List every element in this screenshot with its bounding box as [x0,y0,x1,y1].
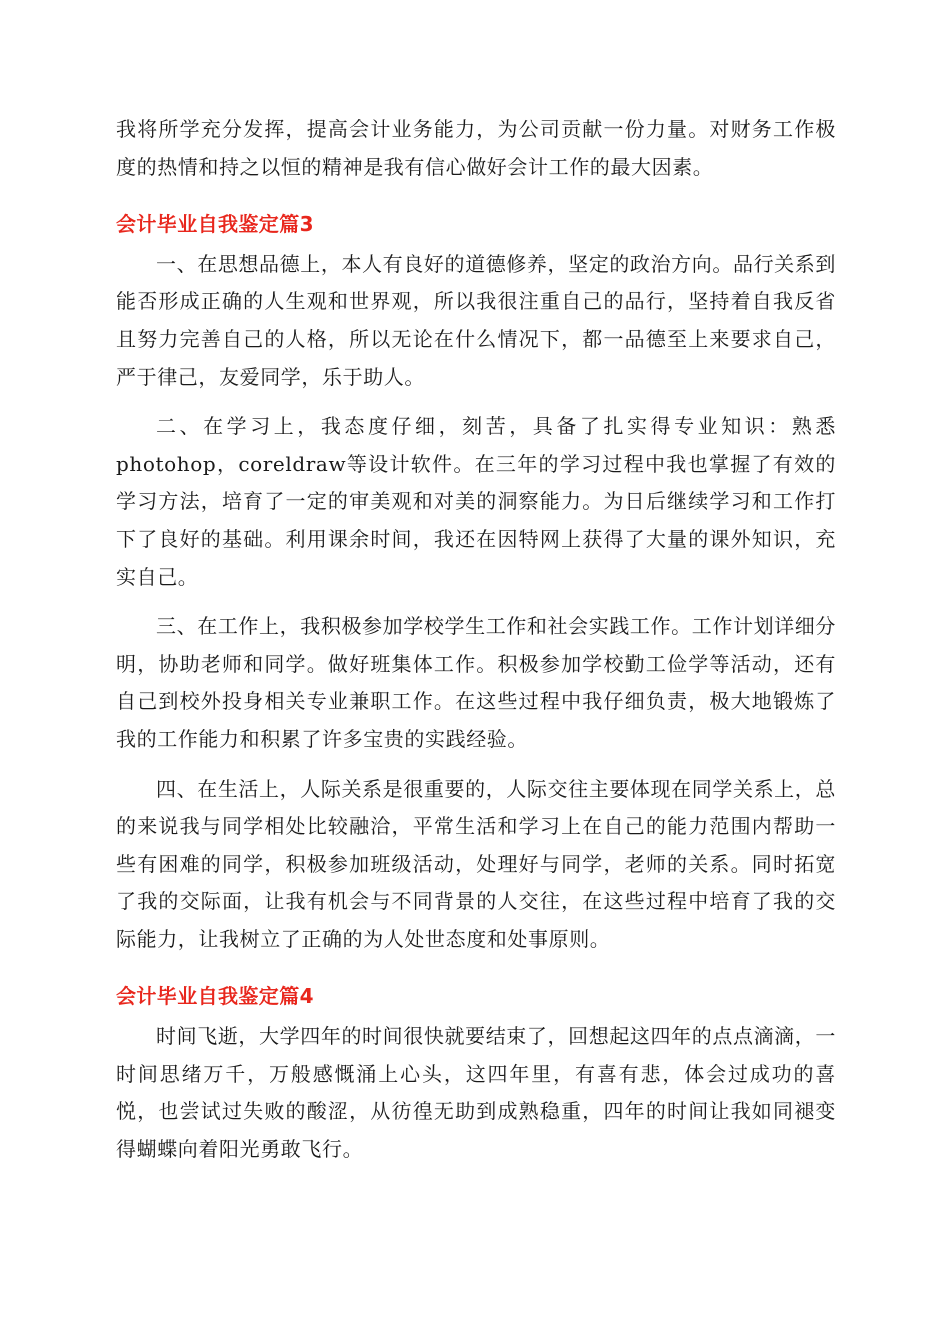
document-body [116,111,836,1180]
section3-paragraph-3: 三、在工作上，我积极参加学校学生工作和社会实践工作。工作计划详细分明，协助老师和同学。做好班集体工作。积极参加学校勤工俭学等活动，还有自己到校外投身相关专业兼职工作。在这些过程中我仔细负责，极大地锻炼了我的工作能力和积累了许多宝贵的实践经验。 [116,614,836,751]
section3-paragraph-4: 四、在生活上，人际关系是很重要的，人际交往主要体现在同学关系上，总的来说我与同学相处比较融洽，平常生活和学习上在自己的能力范围内帮助一些有困难的同学，积极参加班级活动，处理好与同学，老师的关系。同时拓宽了我的交际面，让我有机会与不同背景的人交往，在这些过程中培育了我的交际能力，让我树立了正确的为人处世态度和处事原则。 [116,776,836,951]
intro-paragraph: 我将所学充分发挥，提高会计业务能力，为公司贡献一份力量。对财务工作极度的热情和持之以恒的精神是我有信心做好会计工作的最大因素。 [116,117,836,179]
section4-heading: 会计毕业自我鉴定篇4 [116,984,314,1009]
section4-paragraph-1: 时间飞逝，大学四年的时间很快就要结束了，回想起这四年的点点滴滴，一时间思绪万千，万般感慨涌上心头，这四年里，有喜有悲，体会过成功的喜悦，也尝试过失败的酸涩，从彷徨无助到成熟稳重，四年的时间让我如同褪变得蝴蝶向着阳光勇敢飞行。 [116,1024,836,1161]
section3-paragraph-1: 一、在思想品德上，本人有良好的道德修养，坚定的政治方向。品行关系到能否形成正确的人生观和世界观，所以我很注重自己的品行，坚持着自我反省且努力完善自己的人格，所以无论在什么情况下，都一品德至上来要求自己，严于律己，友爱同学，乐于助人。 [116,251,836,389]
section3-paragraph-2: 二、在学习上，我态度仔细，刻苦，具备了扎实得专业知识：熟悉photohop，coreldraw等设计软件。在三年的学习过程中我也掌握了有效的学习方法，培育了一定的审美观和对美的洞察能力。为日后继续学习和工作打下了良好的基础。利用课余时间，我还在因特网上获得了大量的课外知识，充实自己。 [116,414,836,589]
section3-heading: 会计毕业自我鉴定篇3 [116,212,314,237]
